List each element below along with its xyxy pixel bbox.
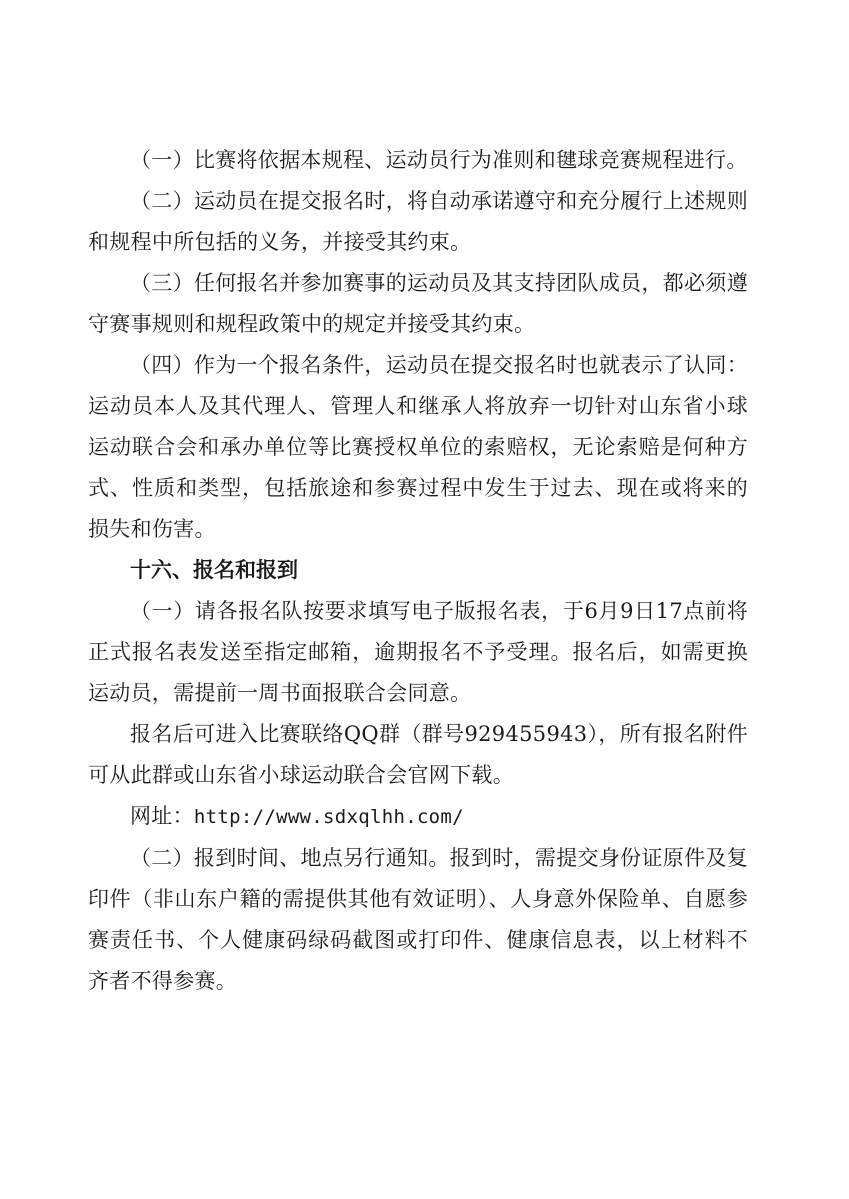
paragraph-waiver: （四）作为一个报名条件，运动员在提交报名时也就表示了认同：运动员本人及其代理人、管理人和继承人将放弃一切针对山东省小球运动联合会和承办单位等比赛授权单位的索赔权，无论索赔是何种方式、性质和类型，包括旅途和参赛过程中发生于过去、现在或将来的损失和伤害。 [88,353,748,541]
paragraph-commitment: （二）运动员在提交报名时，将自动承诺遵守和充分履行上述规则和规程中所包括的义务，并接受其约束。 [88,189,748,254]
website-line [88,796,748,838]
paragraph-team-compliance: （三）任何报名并参加赛事的运动员及其支持团队成员，都必须遵守赛事规则和规程政策中的规定并接受其约束。 [88,271,748,336]
document-body [88,140,748,1002]
paragraph-check-in: （二）报到时间、地点另行通知。报到时，需提交身份证原件及复印件（非山东户籍的需提供其他有效证明）、人身意外保险单、自愿参赛责任书、个人健康码绿码截图或打印件、健康信息表，以上材料不齐者不得参赛。 [88,846,748,993]
website-url: http://www.sdxqlhh.com/ [193,806,464,828]
paragraph-qq-group: 报名后可进入比赛联络QQ群（群号929455943），所有报名附件可从此群或山东省小球运动联合会官网下载。 [88,722,748,787]
paragraph-rules-basis: （一）比赛将依据本规程、运动员行为准则和毽球竞赛规程进行。 [130,148,748,172]
paragraph-registration-deadline: （一）请各报名队按要求填写电子版报名表，于6月9日17点前将正式报名表发送至指定邮箱，逾期报名不予受理。报名后，如需更换运动员，需提前一周书面报联合会同意。 [88,599,748,705]
website-label: 网址： [130,804,194,828]
section-heading-registration: 十六、报名和报到 [130,558,298,582]
